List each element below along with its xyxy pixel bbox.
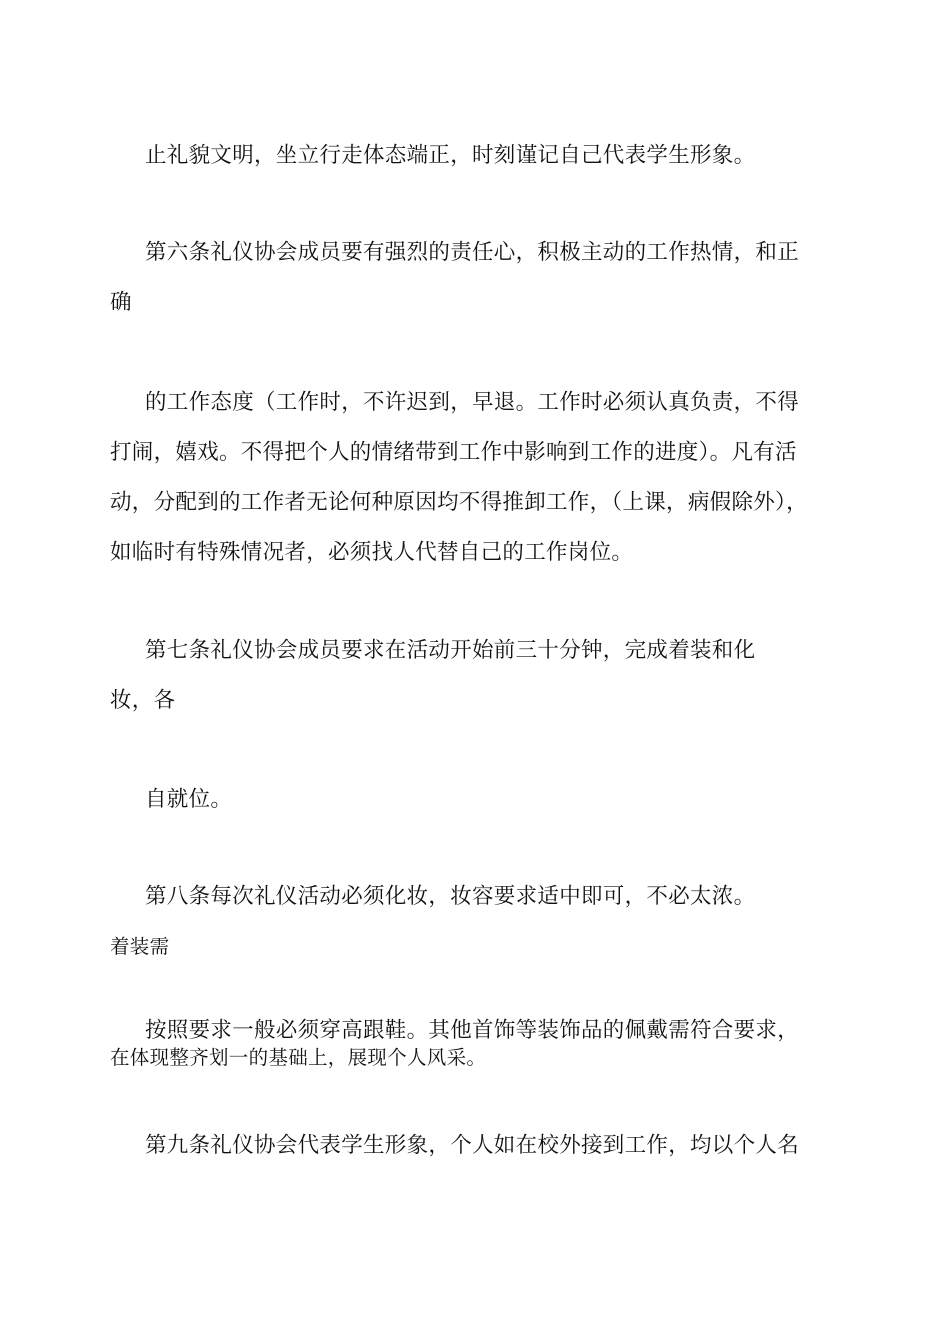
text-line-1: 止礼貌文明，坐立行走体态端正，时刻谨记自己代表学生形象。 xyxy=(145,143,756,168)
text-line-5: 打闹，嬉戏。不得把个人的情绪带到工作中影响到工作的进度）。凡有活 xyxy=(110,440,797,465)
text-line-13: 按照要求一般必须穿高跟鞋。其他首饰等装饰品的佩戴需符合要求， xyxy=(145,1018,800,1043)
text-line-10: 自就位。 xyxy=(145,787,233,812)
text-line-article-6: 第六条礼仪协会成员要有强烈的责任心，积极主动的工作热情，和正 xyxy=(145,240,800,265)
text-line-14: 在体现整齐划一的基础上，展现个人风采。 xyxy=(110,1046,487,1069)
text-line-article-8: 第八条每次礼仪活动必须化妆，妆容要求适中即可，不必太浓。 xyxy=(145,884,756,909)
text-line-6: 动，分配到的工作者无论何种原因均不得推卸工作，（上课，病假除外）， xyxy=(110,490,808,515)
text-line-3: 确 xyxy=(110,290,132,315)
text-line-9: 妆，各 xyxy=(110,688,176,713)
text-line-4: 的工作态度（工作时，不许迟到，早退。工作时必须认真负责，不得 xyxy=(145,390,800,415)
text-line-article-9: 第九条礼仪协会代表学生形象，个人如在校外接到工作，均以个人名 xyxy=(145,1133,800,1158)
text-line-7: 如临时有特殊情况者，必须找人代替自己的工作岗位。 xyxy=(110,540,634,565)
text-line-article-7: 第七条礼仪协会成员要求在活动开始前三十分钟，完成着装和化 xyxy=(145,638,756,663)
text-line-12: 着装需 xyxy=(110,935,170,958)
